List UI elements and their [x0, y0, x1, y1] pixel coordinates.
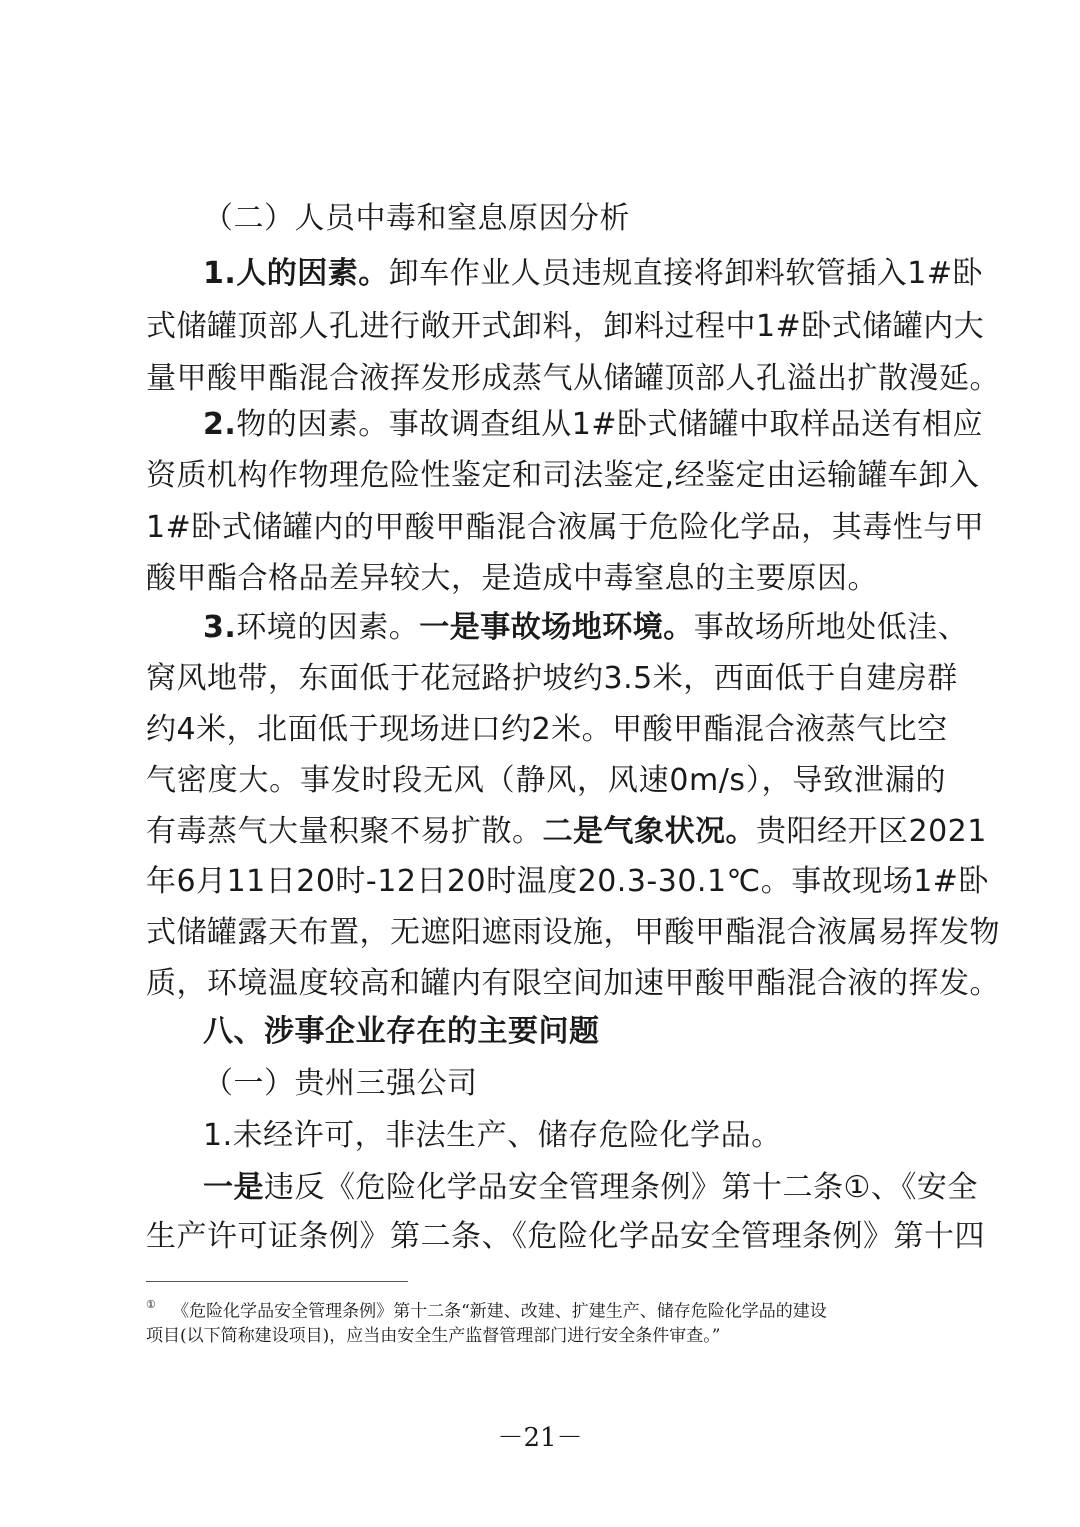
footnote-text-1: 《危险化学品安全管理条例》第十二条“新建、改建、扩建生产、储存危险化学品的建设 — [172, 1301, 827, 1322]
item3-sub1-bold: 一是事故场地环境。 — [419, 610, 694, 645]
footnote-line2: 项目(以下简称建设项目)，应当由安全生产监督管理部门进行安全条件审查。” — [146, 1326, 721, 1346]
item1-number: 1. — [203, 256, 237, 291]
item1-title: 人的因素。 — [236, 256, 389, 291]
item3-line5-start: 有毒蒸气大量积聚不易扩散。 — [146, 814, 543, 849]
footnote-line1 — [146, 1296, 946, 1323]
page-number: －21－ — [497, 1423, 583, 1453]
item1-text: 卸车作业人员违规直接将卸料软管插入1#卧 — [388, 256, 984, 291]
item3-line4: 气密度大。事发时段无风（静风，风速0m/s），导致泄漏的 — [146, 763, 946, 798]
paragraph-line2: 生产许可证条例》第二条、《危险化学品安全管理条例》第十四 — [146, 1219, 985, 1254]
section-2-heading: （二）人员中毒和窒息原因分析 — [203, 201, 630, 236]
item3-line3: 约4米，北面低于现场进口约2米。甲酸甲酯混合液蒸气比空 — [146, 712, 948, 747]
item3-title: 环境的因素。 — [236, 610, 420, 645]
paragraph-first-line — [203, 1170, 978, 1206]
footnote-mark: ① — [146, 1298, 156, 1311]
item1-line3: 量甲酸甲酯混合液挥发形成蒸气从储罐顶部人孔溢出扩散漫延。 — [146, 361, 1000, 396]
item1-first-line — [203, 256, 984, 292]
item3-line5 — [146, 814, 987, 850]
item2-number: 2. — [203, 407, 237, 442]
item2-first-line — [203, 407, 984, 443]
item2-line3: 1#卧式储罐内的甲酸甲酯混合液属于危险化学品，其毒性与甲 — [146, 510, 985, 545]
item2-line4: 酸甲酯合格品差异较大，是造成中毒窒息的主要原因。 — [146, 561, 878, 596]
item2-text: 事故调查组从1#卧式储罐中取样品送有相应 — [388, 407, 984, 442]
footnote-divider — [146, 1281, 408, 1282]
item1-line2: 式储罐顶部人孔进行敞开式卸料，卸料过程中1#卧式储罐内大 — [146, 309, 985, 344]
item3-text: 事故场所地处低洼、 — [693, 610, 969, 645]
item3-line8: 质，环境温度较高和罐内有限空间加速甲酸甲酯混合液的挥发。 — [146, 966, 1000, 1001]
item3-line6: 年6月11日20时-12日20时温度20.3-30.1℃。事故现场1#卧 — [146, 864, 989, 899]
item2-line2: 资质机构作物理危险性鉴定和司法鉴定,经鉴定由运输罐车卸入 — [146, 458, 980, 493]
paragraph-text: 违反《危险化学品安全管理条例》第十二条①、《安全 — [264, 1170, 978, 1205]
sub-item1: 1.未经许可，非法生产、储存危险化学品。 — [203, 1118, 782, 1153]
item3-sub2-bold: 二是气象状况。 — [542, 814, 756, 849]
item3-first-line — [203, 610, 969, 646]
subsection-1-heading: （一）贵州三强公司 — [203, 1066, 478, 1101]
section-8-heading: 八、涉事企业存在的主要问题 — [203, 1014, 600, 1049]
item3-number: 3. — [203, 610, 237, 645]
item3-line2: 窝风地带，东面低于花冠路护坡约3.5米，西面低于自建房群 — [146, 661, 958, 696]
paragraph-bold-lead: 一是 — [203, 1170, 264, 1205]
item3-line7: 式储罐露天布置，无遮阳遮雨设施，甲酸甲酯混合液属易挥发物 — [146, 915, 1000, 950]
item2-title: 物的因素。 — [236, 407, 389, 442]
item3-line5-rest: 贵阳经开区2021 — [756, 814, 987, 849]
